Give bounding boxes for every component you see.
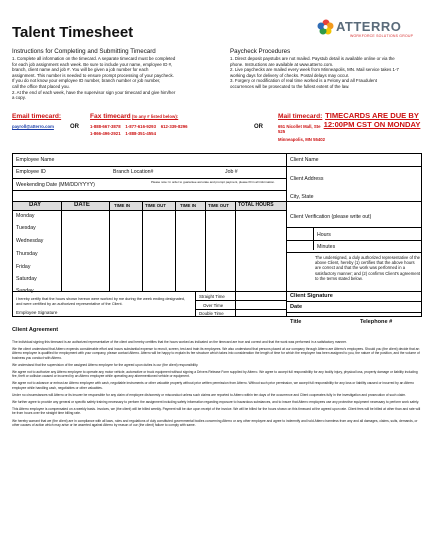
agreement-paragraph: We hereby warrant that we (the client) are in compliance with all laws, rules and regulations of duly constituted governmental bodies concerning Atterro or any other employee and agree to indemnify and hold Atterro harmless from any and all damages, claims, suits, demands, or other causes of action which may arise or be asserted against Atterro by reason of our (the client) failure to comply with same. — [12, 418, 418, 427]
instruction-line: for each job assignment each week. Be sure to include your name, employee ID #, — [12, 61, 173, 67]
paycheck-section — [230, 48, 420, 90]
instructions-section — [12, 48, 220, 101]
client-agreement-body — [12, 340, 422, 430]
or-separator: OR — [254, 124, 263, 130]
job-number-label: Job # — [225, 169, 238, 175]
instructions-heading: Instructions for Completing and Submitting Timecard — [12, 48, 156, 55]
agreement-paragraph: We understand that the supervision of the assigned Atterro employee for the agreed upon duties is our (the client) responsibility. — [12, 362, 199, 367]
logo-wordmark: ATTERRO — [336, 19, 402, 34]
paycheck-line: working days for delivery of checks. Postal delays may occur. — [230, 72, 350, 78]
fax-note: (to any # listed below): — [131, 114, 179, 119]
email-link[interactable]: payroll@atterro.com — [12, 123, 54, 129]
title-label: Title — [290, 319, 302, 325]
col-time-out-2: TIME OUT — [208, 203, 229, 208]
page-title: Talent Timesheet — [12, 24, 134, 41]
day-label: Monday — [16, 213, 35, 219]
employee-certification: I hereby certify that the hours shown hereon were worked by me during the week ending designated, and were certified by an authorized representative of the Client. — [16, 297, 186, 306]
mail-address-line1: 651 Nicollet Mall, Ste 525 — [278, 123, 321, 135]
col-date: DATE — [74, 202, 90, 208]
client-verification-label: Client Verification (please write out) — [290, 214, 372, 220]
hours-label: Hours — [317, 232, 331, 238]
agreement-paragraph: We agree not to advance or entrust an Atterro employee with cash, negotiable instruments or other valuable property without prior written permission from Atterro. Without such prior permission, we accept full responsibility for any loss or liability caused or incurred by an Atterro employee while handling cash, negotiables or other valuables. — [12, 381, 414, 390]
client-name-label: Client Name — [290, 157, 319, 163]
instruction-line: If you do not know your employee ID number, branch number or job number, — [12, 78, 161, 84]
mail-contact — [278, 113, 328, 143]
col-time-in: TIME IN — [114, 203, 131, 208]
please-note: Please note: In order to guarantee accurate and prompt payment, please fill in all information. — [151, 180, 275, 184]
fax-number: 1-877-616-9293 — [125, 123, 156, 129]
deadline-notice: TIMECARDS ARE DUE BY 12:00PM CST ON MONDAY — [323, 111, 421, 129]
paycheck-line: 1. Direct deposit paystubs are not mailed. Paystub detail is available online or via the — [230, 56, 395, 61]
fax-number: 612-339-8296 — [160, 123, 188, 129]
logo-tagline: WORKFORCE SOLUTIONS GROUP — [350, 34, 414, 38]
instruction-line: call the office that placed you. — [12, 83, 70, 89]
double-time-label: Double Time — [199, 311, 224, 316]
instruction-line: 2. At the end of each week, have the supervisor sign your timecard and give him/her — [12, 89, 176, 95]
flower-logo-icon — [316, 16, 336, 42]
instruction-line: assignment. This number is needed to ensure prompt processing of your paycheck. — [12, 72, 174, 78]
employee-signature-label: Employee Signature — [16, 310, 58, 315]
over-time-label: Over Time — [203, 303, 224, 308]
telephone-label: Telephone # — [360, 319, 393, 325]
col-total-hours: TOTAL HOURS — [238, 202, 274, 208]
col-time-in-2: TIME IN — [180, 203, 197, 208]
agreement-paragraph: This Atterro employee is compensated on a weekly basis. Invoices, we (the client) will be billed weekly. Payment will be due upon receipt of the invoice. We will be billed for the hours shown on this timecard at the agreed upon rate. Client fees will be billed at other than and rate will be from hours over the straight time billing rate. — [12, 407, 421, 416]
agreement-paragraph: We further agree to provide any general or specific safety training necessary to perform the assignment including safety information regarding exposure to hazardous substances, and to insure that Atterro employees use any protective equipment necessary to perform work safely. — [12, 400, 420, 405]
paycheck-line: 3. Forgery or modification of real time worked is a Felony and all Fraudulent — [230, 78, 377, 84]
branch-location-label: Branch Location# — [113, 169, 154, 175]
agreement-paragraph: We the client understand that Atterro expends considerable effort and incurs substantial expense to recruit, screen, test and train its employees. We also understand that persons placed at our company through Atterro are Atterro's employees. Should you (the client) decide that an Atterro employee is qualified for employment with your company, please contact Atterro. Atterro will be happy to explain its fee structure which takes into consideration the length of time for which the employee has been assigned to you, the nature of the position, and the volume of business you conduct with Atterro. — [12, 347, 420, 360]
agreement-paragraph: The individual signing this timecard is an authorized representative of the client and hereby certifies that the hours worked as indicated on the timecard are true and correct and that the work was performed in a satisfactory manner. — [12, 340, 347, 344]
email-label: Email timecard: — [12, 113, 62, 120]
agreement-paragraph: We agree not to authorize any Atterro employee to operate any motor vehicle, automotive or truck equipment without signing a Drivers Release Form supplied by Atterro. We agree to accept full responsibility for any bodily injury, physical loss, property damage or liability including fire, theft or collision caused or incurred by an Atterro employee while operating any aforementioned vehicle or equipment. — [12, 370, 418, 379]
timesheet-form — [12, 153, 422, 317]
atterro-logo — [316, 16, 416, 42]
day-label: Sunday — [16, 288, 34, 294]
fax-number: 1-888-351-4554 — [125, 131, 156, 137]
date-label: Date — [290, 304, 303, 310]
weekending-date-label: Weekending Date (MM/DD/YYYY) — [16, 182, 95, 188]
day-label: Friday — [16, 264, 31, 270]
col-day: DAY — [29, 202, 42, 208]
fax-contact — [90, 113, 240, 137]
undersigned-statement: The undersigned, a duly authorized representative of the above Client, hereby (1) certifies that the above hours are correct and that the work was performed in a satisfactory manner; and (2) confirms Client's agreement to the terms stated below. — [315, 255, 421, 281]
paycheck-heading: Paycheck Procedures — [230, 48, 291, 55]
minutes-label: Minutes — [317, 244, 336, 250]
paycheck-line: 2. Live paychecks are mailed every week from Minneapolis, MN. Mail service takes 1-7 — [230, 67, 399, 73]
instruction-line: branch, client name and job #. You will be given a job number for each — [12, 67, 149, 73]
day-label: Saturday — [16, 276, 37, 282]
fax-label: Fax timecard — [90, 113, 131, 120]
col-time-out: TIME OUT — [145, 203, 166, 208]
paycheck-line: phone. Instructions are available at www.atterro.com. — [230, 61, 334, 67]
mail-address-line2: Minneapolis, MN 55402 — [278, 137, 326, 143]
fax-number: 1-866-496-2921 — [90, 131, 121, 137]
day-label: Tuesday — [16, 225, 36, 231]
instruction-line: a copy. — [12, 95, 26, 101]
client-address-label: Client Address — [290, 176, 324, 182]
client-signature-label: Client Signature — [290, 293, 333, 299]
mail-label: Mail timecard: — [278, 113, 323, 120]
paycheck-line: occurrences will be prosecuted to the fullest extent of the law. — [230, 83, 350, 89]
email-contact — [12, 113, 61, 129]
or-separator: OR — [70, 124, 79, 130]
instruction-line: 1. Complete all information on the timecard. A separate timecard must be completed — [12, 56, 176, 61]
employee-id-label: Employee ID — [16, 169, 46, 175]
day-label: Wednesday — [16, 238, 44, 244]
agreement-paragraph: Under no circumstances will Atterro or its insurer be responsible for any claim of employee dishonesty or misconduct unless such claims are reported to Atterro within ten days of the occurrence and Client cooperates fully in the investigation and prosecution of such claim. — [12, 392, 406, 397]
day-label: Thursday — [16, 251, 38, 257]
fax-number: 1-888-667-3878 — [90, 123, 121, 129]
employee-name-label: Employee Name — [16, 157, 55, 163]
city-state-label: City, State — [290, 194, 314, 200]
straight-time-label: Straight Time — [199, 294, 225, 299]
client-agreement-title: Client Agreement — [12, 327, 59, 333]
